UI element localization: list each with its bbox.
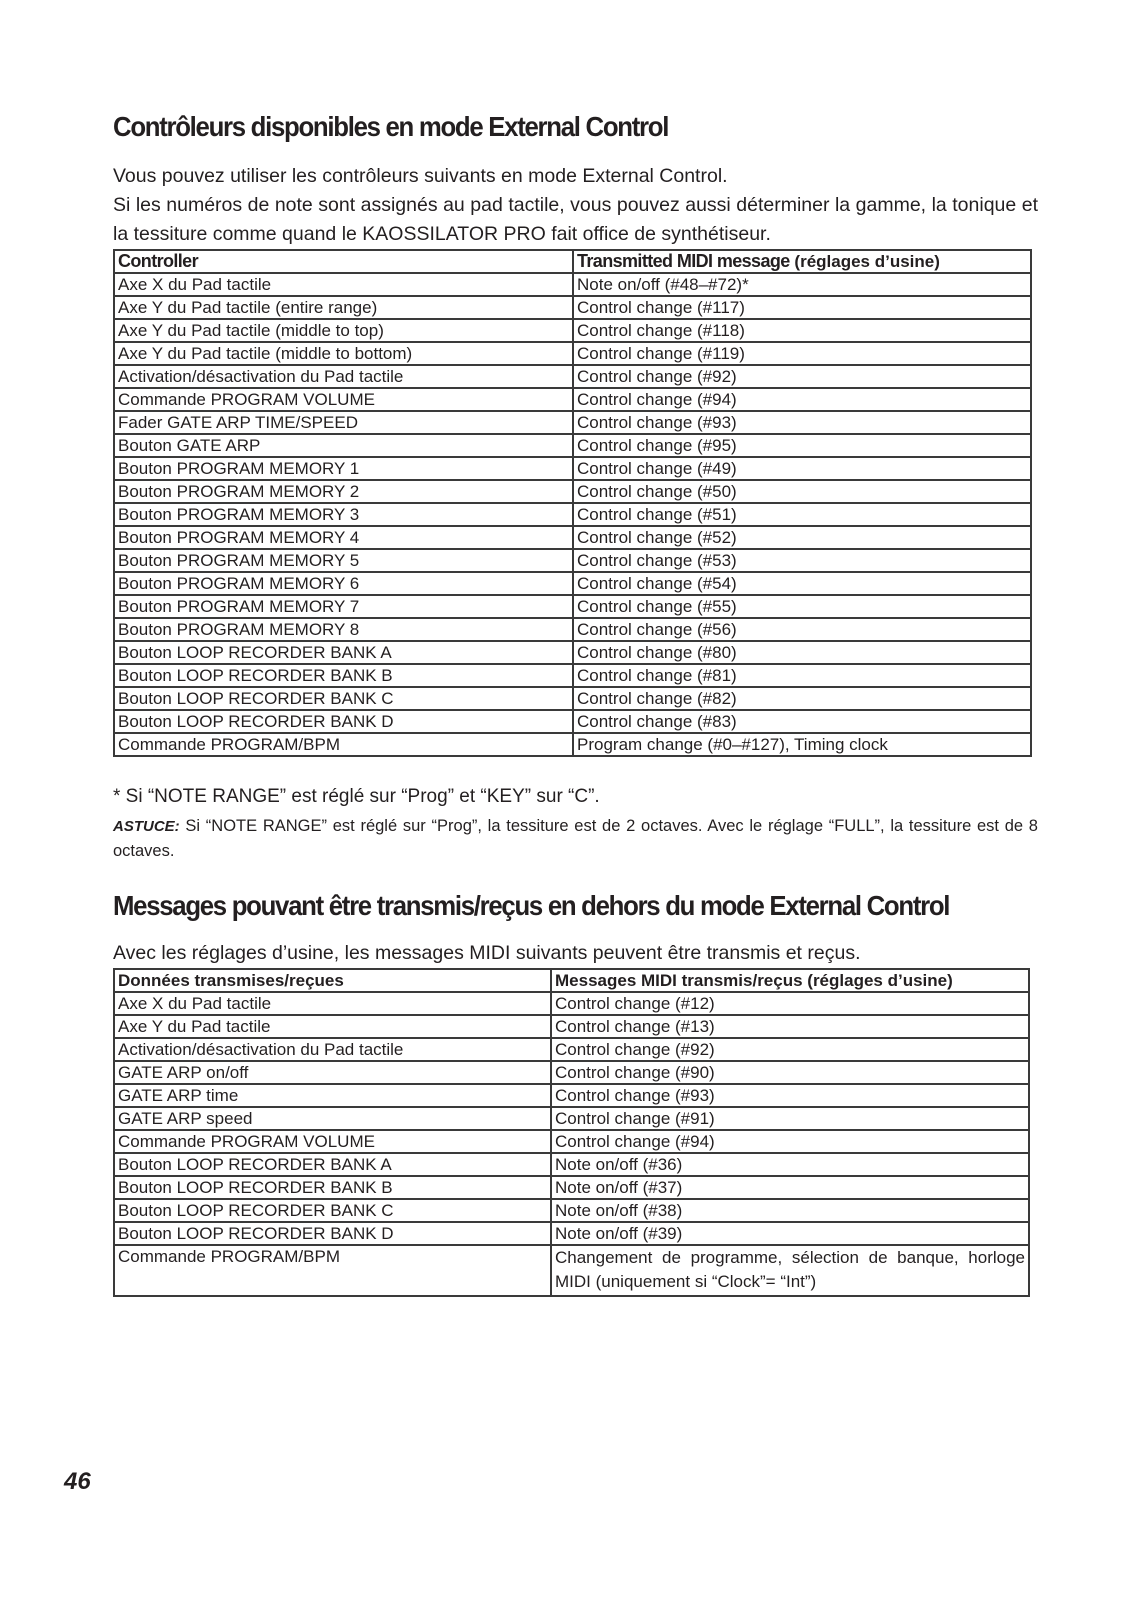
cell-message: Control change (#93) bbox=[573, 411, 1031, 434]
cell-message: Control change (#92) bbox=[551, 1038, 1029, 1061]
section2-intro: Avec les réglages d’usine, les messages MIDI suivants peuvent être transmis et reçus. bbox=[113, 942, 861, 964]
controllers-table-wrap bbox=[113, 249, 1032, 757]
cell-source: Bouton PROGRAM MEMORY 1 bbox=[114, 457, 573, 480]
cell-message: Control change (#82) bbox=[573, 687, 1031, 710]
table-row bbox=[114, 1038, 1029, 1061]
cell-message: Control change (#91) bbox=[551, 1107, 1029, 1130]
cell-message: Note on/off (#36) bbox=[551, 1153, 1029, 1176]
cell-source: Bouton PROGRAM MEMORY 7 bbox=[114, 595, 573, 618]
table-row bbox=[114, 1015, 1029, 1038]
table-row bbox=[114, 273, 1031, 296]
cell-message: Control change (#51) bbox=[573, 503, 1031, 526]
table-row bbox=[114, 526, 1031, 549]
cell-source: Bouton PROGRAM MEMORY 6 bbox=[114, 572, 573, 595]
table-row bbox=[114, 549, 1031, 572]
cell-source: Bouton PROGRAM MEMORY 5 bbox=[114, 549, 573, 572]
header-controller: Controller bbox=[114, 250, 573, 273]
table-row bbox=[114, 434, 1031, 457]
cell-source: Bouton LOOP RECORDER BANK B bbox=[114, 1176, 551, 1199]
cell-message: Changement de programme, sélection de banque, horloge MIDI (uniquement si “Clock”= “Int”) bbox=[551, 1245, 1029, 1296]
cell-message: Control change (#56) bbox=[573, 618, 1031, 641]
cell-message: Control change (#49) bbox=[573, 457, 1031, 480]
cell-message: Control change (#94) bbox=[551, 1130, 1029, 1153]
cell-message: Control change (#50) bbox=[573, 480, 1031, 503]
section1-title: Contrôleurs disponibles en mode External Control bbox=[113, 111, 669, 142]
header-message-sub: (réglages d’usine) bbox=[789, 252, 940, 271]
table-row bbox=[114, 572, 1031, 595]
cell-source: Activation/désactivation du Pad tactile bbox=[114, 365, 573, 388]
cell-message: Control change (#93) bbox=[551, 1084, 1029, 1107]
header-transmitted-message bbox=[573, 250, 1031, 273]
cell-source: Commande PROGRAM VOLUME bbox=[114, 388, 573, 411]
cell-source: Commande PROGRAM/BPM bbox=[114, 733, 573, 756]
table-row bbox=[114, 641, 1031, 664]
table-row bbox=[114, 1199, 1029, 1222]
page-number: 46 bbox=[64, 1468, 91, 1495]
header-message-main: Transmitted MIDI message bbox=[577, 251, 790, 271]
cell-source: Axe Y du Pad tactile (middle to bottom) bbox=[114, 342, 573, 365]
cell-source: Bouton LOOP RECORDER BANK C bbox=[114, 687, 573, 710]
cell-message: Program change (#0–#127), Timing clock bbox=[573, 733, 1031, 756]
cell-source: Bouton PROGRAM MEMORY 8 bbox=[114, 618, 573, 641]
table-row bbox=[114, 595, 1031, 618]
table-row bbox=[114, 733, 1031, 756]
cell-message: Control change (#92) bbox=[573, 365, 1031, 388]
messages-table-wrap bbox=[113, 968, 1030, 1297]
table-row bbox=[114, 1061, 1029, 1084]
table-row bbox=[114, 388, 1031, 411]
cell-source: Axe Y du Pad tactile (middle to top) bbox=[114, 319, 573, 342]
cell-source: Activation/désactivation du Pad tactile bbox=[114, 1038, 551, 1061]
table-row bbox=[114, 411, 1031, 434]
tip-label: ASTUCE: bbox=[113, 818, 180, 835]
table-row bbox=[114, 1176, 1029, 1199]
messages-table bbox=[113, 968, 1030, 1297]
table-row bbox=[114, 480, 1031, 503]
cell-message: Control change (#53) bbox=[573, 549, 1031, 572]
table-row bbox=[114, 710, 1031, 733]
table-row bbox=[114, 1222, 1029, 1245]
section1-intro-line1: Vous pouvez utiliser les contrôleurs suivants en mode External Control. bbox=[113, 165, 728, 187]
cell-source: Bouton LOOP RECORDER BANK C bbox=[114, 1199, 551, 1222]
table-row bbox=[114, 296, 1031, 319]
cell-message: Note on/off (#37) bbox=[551, 1176, 1029, 1199]
cell-message: Control change (#117) bbox=[573, 296, 1031, 319]
cell-message: Control change (#119) bbox=[573, 342, 1031, 365]
cell-source: Bouton LOOP RECORDER BANK A bbox=[114, 641, 573, 664]
cell-source: Bouton LOOP RECORDER BANK B bbox=[114, 664, 573, 687]
controllers-table-body bbox=[114, 273, 1031, 756]
section1-intro bbox=[113, 162, 1038, 249]
tip-paragraph bbox=[113, 814, 1038, 863]
section2-intro-wrap bbox=[113, 939, 1038, 968]
cell-source: Axe Y du Pad tactile (entire range) bbox=[114, 296, 573, 319]
cell-message: Control change (#90) bbox=[551, 1061, 1029, 1084]
table-row bbox=[114, 503, 1031, 526]
cell-message: Control change (#55) bbox=[573, 595, 1031, 618]
table-row bbox=[114, 992, 1029, 1015]
section2-title: Messages pouvant être transmis/reçus en dehors du mode External Control bbox=[113, 890, 950, 921]
cell-source: Bouton PROGRAM MEMORY 2 bbox=[114, 480, 573, 503]
table-header-row bbox=[114, 969, 1029, 992]
table-row bbox=[114, 1245, 1029, 1296]
cell-source: Axe X du Pad tactile bbox=[114, 273, 573, 296]
cell-source: Fader GATE ARP TIME/SPEED bbox=[114, 411, 573, 434]
cell-message: Note on/off (#48–#72)* bbox=[573, 273, 1031, 296]
table-row bbox=[114, 687, 1031, 710]
cell-source: Bouton PROGRAM MEMORY 4 bbox=[114, 526, 573, 549]
cell-message: Note on/off (#38) bbox=[551, 1199, 1029, 1222]
cell-source: Bouton PROGRAM MEMORY 3 bbox=[114, 503, 573, 526]
cell-message: Control change (#13) bbox=[551, 1015, 1029, 1038]
cell-message: Control change (#83) bbox=[573, 710, 1031, 733]
cell-message: Note on/off (#39) bbox=[551, 1222, 1029, 1245]
table-row bbox=[114, 457, 1031, 480]
table-row bbox=[114, 1153, 1029, 1176]
table-row bbox=[114, 319, 1031, 342]
cell-message: Control change (#52) bbox=[573, 526, 1031, 549]
header-data: Données transmises/reçues bbox=[114, 969, 551, 992]
cell-message: Control change (#54) bbox=[573, 572, 1031, 595]
table-row bbox=[114, 1130, 1029, 1153]
section-outside-external-control bbox=[113, 890, 1038, 922]
cell-source: Axe X du Pad tactile bbox=[114, 992, 551, 1015]
cell-source: Bouton LOOP RECORDER BANK A bbox=[114, 1153, 551, 1176]
cell-source: Bouton LOOP RECORDER BANK D bbox=[114, 710, 573, 733]
cell-source: Axe Y du Pad tactile bbox=[114, 1015, 551, 1038]
footnote: * Si “NOTE RANGE” est réglé sur “Prog” et “KEY” sur “C”. bbox=[113, 786, 600, 807]
header-messages: Messages MIDI transmis/reçus (réglages d’usine) bbox=[551, 969, 1029, 992]
cell-message: Control change (#12) bbox=[551, 992, 1029, 1015]
section1-notes bbox=[113, 786, 1038, 863]
table-row bbox=[114, 618, 1031, 641]
table-row bbox=[114, 365, 1031, 388]
table-row bbox=[114, 664, 1031, 687]
cell-source: Bouton LOOP RECORDER BANK D bbox=[114, 1222, 551, 1245]
cell-message: Control change (#81) bbox=[573, 664, 1031, 687]
section-external-control bbox=[113, 111, 1038, 143]
table-row bbox=[114, 342, 1031, 365]
cell-source: Commande PROGRAM VOLUME bbox=[114, 1130, 551, 1153]
cell-source: GATE ARP time bbox=[114, 1084, 551, 1107]
cell-source: GATE ARP on/off bbox=[114, 1061, 551, 1084]
cell-message: Control change (#80) bbox=[573, 641, 1031, 664]
cell-source: GATE ARP speed bbox=[114, 1107, 551, 1130]
table-header-row bbox=[114, 250, 1031, 273]
cell-message: Control change (#94) bbox=[573, 388, 1031, 411]
tip-text: Si “NOTE RANGE” est réglé sur “Prog”, la tessiture est de 2 octaves. Avec le réglage “FULL”, la tessiture est de 8 octaves. bbox=[113, 817, 1038, 860]
cell-message: Control change (#118) bbox=[573, 319, 1031, 342]
cell-source: Bouton GATE ARP bbox=[114, 434, 573, 457]
section1-intro-line2: Si les numéros de note sont assignés au pad tactile, vous pouvez aussi déterminer la gamme, la tonique et la tessiture comme quand le KAOSSILATOR PRO fait office de synthétiseur. bbox=[113, 194, 1038, 245]
controllers-table bbox=[113, 249, 1032, 757]
cell-message: Control change (#95) bbox=[573, 434, 1031, 457]
cell-source: Commande PROGRAM/BPM bbox=[114, 1245, 551, 1296]
messages-table-body bbox=[114, 992, 1029, 1296]
table-row bbox=[114, 1107, 1029, 1130]
table-row bbox=[114, 1084, 1029, 1107]
